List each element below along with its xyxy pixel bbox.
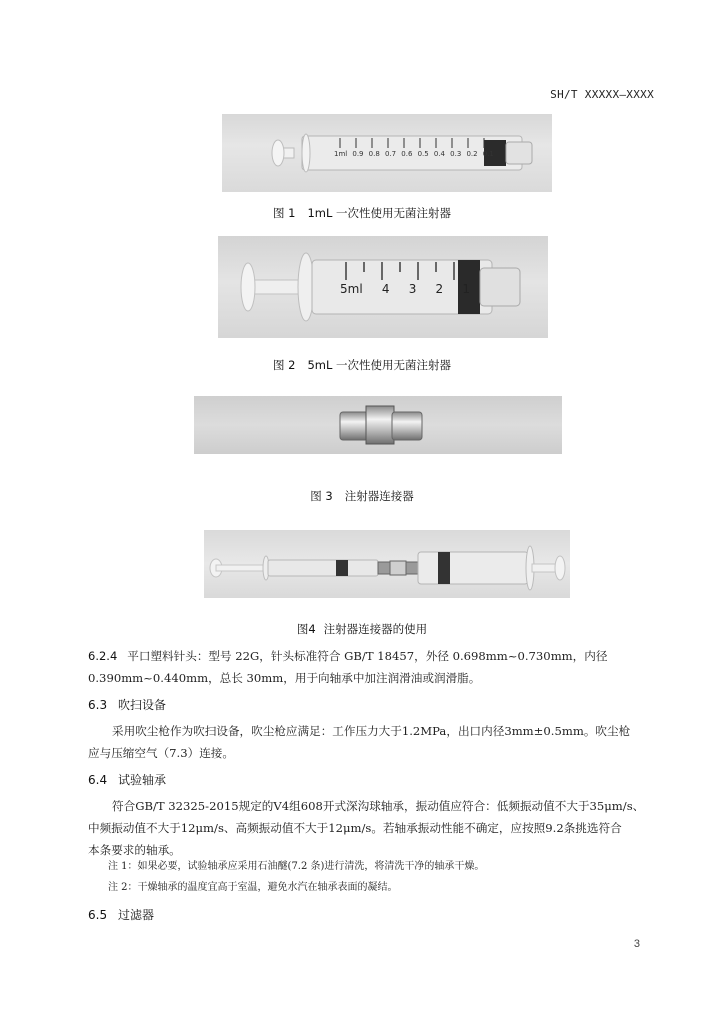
clause-number: 6.2.4 [88,649,118,663]
scale-label: 0.7 [384,150,397,158]
body-line: 中频振动值不大于12μm/s、高频振动值不大于12μm/s。若轴承振动性能不确定，应按照9.2条挑选符合 [88,821,622,835]
scale-label: 4 [381,282,390,296]
scale-label: 0.6 [401,150,413,158]
figure-number: 图4 [296,622,316,636]
figure-number: 图 1 [272,206,296,220]
scale-label: 0.1 [482,150,494,158]
scale-label: 1ml [334,150,348,158]
body-line: 采用吹尘枪作为吹扫设备，吹尘枪应满足：工作压力大于1.2MPa，出口内径3mm±0.5mm。吹尘枪 [112,724,631,738]
section-heading [88,696,166,713]
figure-title: 注射器连接器的使用 [323,622,428,636]
scale-label: 3 [408,282,417,296]
section-number: 6.4 [88,773,108,787]
scale-label: 0.9 [352,150,364,158]
section-number: 6.5 [88,908,108,922]
section-body [88,795,648,861]
section-body [88,720,648,764]
clause-text: 平口塑料针头：型号 22G，针头标准符合 GB/T 18457，外径 0.698mm~0.730mm，内径 [127,649,608,663]
figure-caption [0,488,724,504]
section-heading [88,906,154,923]
clause-text: 0.390mm~0.440mm，总长 30mm，用于向轴承中加注润滑油或润滑脂。 [88,671,481,685]
note-1: 注 1：如果必要，试验轴承应采用石油醚(7.2 条)进行清洗，将清洗干净的轴承干燥。 [108,861,485,872]
scale-label: 0.3 [450,150,462,158]
scale-label: 2 [435,282,444,296]
figure-title: 1mL 一次性使用无菌注射器 [307,206,452,220]
page-number: 3 [633,938,640,950]
figure-title: 5mL 一次性使用无菌注射器 [307,358,452,372]
syringe-1ml-photo [222,114,552,192]
clause-6-2-4 [88,645,648,689]
figure-number: 图 2 [272,358,296,372]
figure-caption [0,205,724,221]
scale-label: 0.4 [433,150,445,158]
note-2: 注 2：干燥轴承的温度宜高于室温，避免水汽在轴承表面的凝结。 [108,882,398,893]
section-title: 吹扫设备 [118,698,167,712]
syringe-connector-photo [194,396,562,454]
scale-label: 0.8 [368,150,380,158]
standard-code-header: SH/T XXXXX—XXXX [550,88,654,101]
body-line: 本条要求的轴承。 [88,843,181,857]
figure-number: 图 3 [310,489,333,503]
section-number: 6.3 [88,698,108,712]
scale-label: 0.5 [417,150,429,158]
section-title: 试验轴承 [118,773,167,787]
scale-label: 0.2 [466,150,478,158]
scale-label: 5ml [340,282,363,296]
body-line: 应与压缩空气（7.3）连接。 [88,746,234,760]
figure-caption [0,357,724,373]
figure-title: 注射器连接器 [344,489,414,503]
connector-usage-photo [204,530,570,598]
body-line: 符合GB/T 32325-2015规定的V4组608开式深沟球轴承，振动值应符合：低频振动值不大于35μm/s、 [112,799,645,813]
syringe-5ml-photo [218,236,548,338]
scale-label: 1 [462,282,470,296]
section-heading [88,771,166,788]
section-title: 过滤器 [118,908,155,922]
figure-caption [0,621,724,637]
